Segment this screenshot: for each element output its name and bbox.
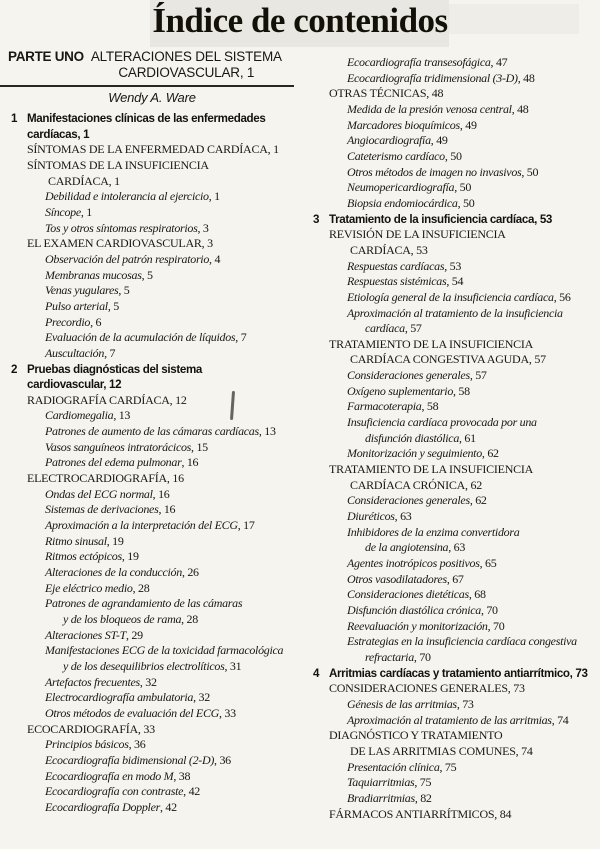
toc-entry [10,205,302,221]
toc-entry-text: Ritmos ectópicos, 19 [45,549,139,564]
toc-entry-text: Evaluación de la acumulación de líquidos, 7 [45,330,247,345]
page-number: , 74 [551,712,569,727]
toc-entry-text: Etiología general de la insuficiencia cardíaca, 56 [347,289,571,304]
toc-entry [10,690,302,706]
toc-column-left [10,111,302,816]
toc-entry-text: TRATAMIENTO DE LA INSUFICIENCIA [329,462,534,477]
toc-entry [312,118,600,134]
toc-entry [312,478,600,494]
toc-entry-text: Precordio, 6 [45,314,102,329]
toc-entry-text: Aproximación al tratamiento de las arritmias, 74 [347,712,569,727]
page-number: , 42 [159,799,177,814]
toc-entry-text: DE LAS ARRITMIAS COMUNES, 74 [350,743,533,758]
toc-entry [10,596,302,612]
toc-entry-text: CARDÍACA, 1 [48,173,120,188]
toc-entry [312,274,600,290]
page-number: , 28 [181,612,198,626]
toc-entry-text: Presentación clínica, 75 [347,759,457,774]
toc-entry [312,71,600,87]
toc-entry-text: Otros métodos de evaluación del ECG, 33 [45,705,236,720]
toc-entry-text: Tos y otros síntomas respiratorios, 3 [45,220,209,235]
toc-entry [312,259,600,275]
toc-entry-text: Debilidad e intolerancia al ejercicio, 1 [45,189,220,204]
page-number: , 16 [181,455,199,470]
page-number: , 5 [118,283,130,298]
page-number: , 16 [158,502,176,517]
page-number: , 7 [104,345,116,360]
page-number: , 19 [121,549,139,564]
toc-entry-text: Eje eléctrico medio, 28 [45,580,150,595]
page-number: , 36 [128,737,146,752]
toc-entry-text: Tratamiento de la insuficiencia cardíaca, 53 [329,212,553,226]
page-number: , 68 [468,587,486,602]
page-number: , 82 [414,790,432,805]
toc-entry-text: Ondas del ECG normal, 16 [45,486,170,501]
page-number: , 48 [517,70,535,85]
toc-entry-text: Sistemas de derivaciones, 16 [45,502,176,517]
page-title: Índice de contenidos [152,1,448,40]
toc-entry-text: Arritmias cardíacas y tratamiento antiarrítmico, 73 [329,666,588,680]
toc-entry-text: Neumopericardiografía, 50 [347,180,472,195]
page-number: , 50 [521,164,539,179]
toc-entry [10,393,302,409]
toc-entry [10,565,302,581]
toc-entry-text: Ecocardiografía transesofágica, 47 [347,55,508,69]
toc-entry-text: Biopsia endomiocárdica, 50 [347,195,475,210]
toc-chapter-entry [10,362,302,378]
toc-entry-text: RADIOGRAFÍA CARDÍACA, 12 [27,392,187,407]
toc-entry [10,127,302,143]
toc-entry-text: Disfunción diastólica crónica, 70 [347,602,498,617]
toc-entry [10,534,302,550]
toc-chapter-entry [312,666,600,682]
toc-entry-text: Observación del patrón respiratorio, 4 [45,251,221,266]
toc-entry-text: Venas yugulares, 5 [45,283,130,298]
toc-entry [10,236,302,252]
toc-entry [10,722,302,738]
page-number: , 33 [219,705,236,720]
page-number: , 63 [394,509,412,524]
toc-entry [10,628,302,644]
toc-entry [10,142,302,158]
toc-entry-text: Manifestaciones clínicas de las enfermedades [27,112,266,125]
toc-entry-text: Estrategias en la insuficiencia cardíaca congestiva [347,634,577,649]
page-number: , 57 [469,368,487,383]
toc-entry-text: Patrones de aumento de las cámaras cardíacas, 13 [45,424,276,439]
toc-entry-text: DIAGNÓSTICO Y TRATAMIENTO [329,728,503,743]
toc-entry [312,133,600,149]
toc-entry [10,675,302,691]
chapter-number: 2 [11,362,18,376]
page-number: , 49 [430,133,448,148]
toc-entry [10,440,302,456]
toc-entry-text: Agentes inotrópicos positivos, 65 [347,556,497,570]
toc-entry [312,697,600,713]
toc-entry [312,431,600,447]
toc-entry-text: Patrones de agrandamiento de las cámaras [45,596,243,611]
page-number: , 58 [421,399,439,414]
toc-entry-text: Ritmo sinusal, 19 [45,533,124,548]
toc-entry [10,471,302,487]
toc-entry [10,330,302,346]
toc-entry-text: Patrones del edema pulmonar, 16 [45,455,199,470]
page-number: , 73 [456,696,474,711]
toc-entry [10,784,302,800]
page-number: , 13 [113,408,131,423]
toc-entry [312,321,600,337]
toc-entry [312,603,600,619]
page-number: , 70 [487,618,505,633]
toc-entry-text: Ecocardiografía bidimensional (2-D), 36 [45,752,231,767]
page-number: , 5 [107,298,119,313]
toc-entry [10,581,302,597]
toc-entry-text: Marcadores bioquímicos, 49 [347,117,477,132]
toc-entry-text: Aproximación a la interpretación del ECG, 17 [45,518,255,533]
toc-entry [312,368,600,384]
toc-entry-text: Insuficiencia cardíaca provocada por una [347,415,537,430]
toc-entry [10,612,302,628]
toc-entry-text: de la angiotensina, 63 [365,540,466,555]
page-number: , 58 [453,383,470,398]
toc-entry-text: Inhibidores de la enzima convertidora [347,524,520,539]
toc-entry-text: Respuestas cardíacas, 53 [347,258,462,273]
toc-entry [10,487,302,503]
toc-entry-text: Otros métodos de imagen no invasivos, 50 [347,164,539,179]
toc-entry [10,502,302,518]
toc-entry-text: Otros vasodilatadores, 67 [347,571,464,586]
page-number: , 36 [214,752,231,767]
toc-entry-text: Vasos sanguíneos intratorácicos, 15 [45,439,208,454]
toc-entry [10,424,302,440]
page-number: , 63 [448,540,466,555]
page-number: , 53 [444,258,462,273]
toc-entry [312,634,600,650]
page-number: , 7 [235,330,247,345]
toc-entry [312,399,600,415]
toc-entry-text: cardíacas, 1 [27,127,90,141]
toc-entry-text: cardiovascular, 12 [27,378,122,392]
page-number: , 70 [480,602,498,617]
toc-entry-text: Auscultación, 7 [45,345,116,360]
toc-entry-text: Manifestaciones ECG de la toxicidad farmacológica [45,643,284,658]
page-number: , 50 [454,180,472,195]
toc-entry [312,713,600,729]
toc-entry [312,290,600,306]
toc-entry-text: refractaria, 70 [365,649,431,664]
toc-entry-text: Artefactos frecuentes, 32 [45,674,157,689]
toc-entry-text: Consideraciones generales, 57 [347,368,487,383]
chapter-number: 1 [11,112,18,125]
toc-entry [312,462,600,478]
page-number: , 48 [511,101,529,116]
toc-entry [312,791,600,807]
toc-chapter-entry [10,111,302,127]
toc-entry [312,196,600,212]
toc-entry [10,221,302,237]
toc-entry [312,227,600,243]
part-label: PARTE UNO [8,49,84,64]
toc-entry-text: CARDÍACA CONGESTIVA AGUDA, 57 [350,352,546,367]
page-number: , 32 [193,690,210,705]
toc-entry [10,643,302,659]
page-number: , 67 [446,571,464,586]
page-number: , 62 [469,493,487,508]
toc-entry [312,760,600,776]
page-number: , 61 [459,430,476,445]
toc-entry-text: cardíaca, 57 [365,321,422,336]
toc-entry [10,377,302,393]
toc-entry-text: Cateterismo cardíaco, 50 [347,148,462,163]
toc-entry-text: Angiocardiografía, 49 [347,133,448,148]
toc-entry-text: EL EXAMEN CARDIOVASCULAR, 3 [27,236,213,251]
page-number: , 62 [481,446,499,461]
toc-entry-text: CONSIDERACIONES GENERALES, 73 [329,681,525,696]
toc-entry [312,243,600,259]
page-number: , 26 [181,565,199,580]
toc-entry-text: Alteraciones ST-T, 29 [45,627,143,642]
toc-entry-text: Principios básicos, 36 [45,737,146,752]
page-number: , 42 [183,784,200,799]
toc-entry-text: Reevaluación y monitorización, 70 [347,618,505,633]
toc-entry [312,509,600,525]
toc-entry [312,337,600,353]
toc-entry [312,384,600,400]
toc-chapter-entry [312,212,600,228]
toc-entry-text: Ecocardiografía en modo M, 38 [45,768,191,783]
toc-entry [312,540,600,556]
toc-entry [312,728,600,744]
author-name: Wendy A. Ware [108,90,196,105]
toc-entry-text: Monitorización y seguimiento, 62 [347,446,499,461]
page-number: , 56 [553,289,571,304]
toc-entry [10,252,302,268]
toc-entry-text: Síncope, 1 [45,204,92,219]
page-number: , 54 [446,274,464,289]
toc-entry [312,744,600,760]
page-number: , 75 [439,759,457,774]
toc-entry-text: Consideraciones dietéticas, 68 [347,587,486,602]
toc-entry-text: Respuestas sistémicas, 54 [347,274,464,289]
page-number: , 50 [444,148,462,163]
toc-entry [312,807,600,823]
toc-entry-text: Medida de la presión venosa central, 48 [347,101,529,116]
toc-entry [312,556,600,572]
page-number: , 31 [224,658,242,673]
toc-entry [312,587,600,603]
toc-entry [10,346,302,362]
toc-entry [312,493,600,509]
toc-entry-text: Alteraciones de la conducción, 26 [45,565,199,580]
page-number: , 50 [457,195,475,210]
page-number: , 28 [132,580,150,595]
toc-entry-text: SÍNTOMAS DE LA INSUFICIENCIA [27,157,209,172]
toc-entry-text: Aproximación al tratamiento de la insuficiencia [347,305,563,320]
page-number: , 70 [413,649,431,664]
toc-entry-text: Consideraciones generales, 62 [347,493,487,508]
page-number: , 15 [191,439,208,454]
part-divider-rule [0,85,294,87]
toc-entry [10,753,302,769]
page-number: , 47 [490,55,508,69]
page-number: , 75 [414,775,432,790]
toc-column-right [312,55,600,822]
toc-entry [312,149,600,165]
toc-entry [10,769,302,785]
chapter-number: 4 [313,666,320,680]
toc-entry-text: TRATAMIENTO DE LA INSUFICIENCIA [329,336,534,351]
toc-entry-text: Cardiomegalia, 13 [45,408,131,423]
toc-entry [312,165,600,181]
toc-entry-text: REVISIÓN DE LA INSUFICIENCIA [329,227,506,242]
toc-entry [10,800,302,816]
page-number: , 17 [237,518,255,533]
toc-entry-text: Farmacoterapia, 58 [347,399,439,414]
toc-entry-text: Ecocardiografía tridimensional (3-D), 48 [347,70,535,85]
toc-entry-text: ECOCARDIOGRAFÍA, 33 [27,721,155,736]
toc-entry-text: y de los desequilibrios electrolíticos, 31 [63,658,242,673]
page-number: , 1 [208,189,220,204]
toc-entry-text: Taquiarritmias, 75 [347,775,432,790]
toc-entry-text: CARDÍACA CRÓNICA, 62 [350,477,483,492]
toc-entry [10,315,302,331]
toc-entry-text: disfunción diastólica, 61 [365,430,476,445]
page-number: , 65 [479,556,497,570]
toc-entry-text: Oxígeno suplementario, 58 [347,383,470,398]
page-number: , 3 [197,220,209,235]
toc-entry-text: Ecocardiografía Doppler, 42 [45,799,177,814]
part-title-line2: CARDIOVASCULAR, 1 [118,65,255,80]
toc-entry-text: Pruebas diagnósticas del sistema [27,362,203,376]
toc-entry [312,525,600,541]
toc-entry [312,86,600,102]
toc-entry-text: SÍNTOMAS DE LA ENFERMEDAD CARDÍACA, 1 [27,142,279,157]
toc-entry-text: OTRAS TÉCNICAS, 48 [329,86,444,101]
toc-entry [10,189,302,205]
toc-entry [10,659,302,675]
toc-entry [312,306,600,322]
page-number: , 1 [80,204,92,219]
part-heading [8,49,296,81]
toc-entry-text: y de los bloqueos de rama, 28 [63,612,198,626]
page-number: , 13 [258,424,276,439]
toc-entry [312,619,600,635]
toc-entry [312,572,600,588]
toc-entry [10,737,302,753]
toc-entry-text: Electrocardiografía ambulatoria, 32 [45,690,210,705]
toc-entry-text: ELECTROCARDIOGRAFÍA, 16 [27,471,184,486]
toc-entry-text: Pulso arterial, 5 [45,298,119,313]
part-title-line1: ALTERACIONES DEL SISTEMA [90,49,282,64]
page-number: , 32 [139,674,157,689]
toc-entry [10,706,302,722]
page-number: , 5 [141,267,153,282]
toc-entry [312,352,600,368]
toc-entry [10,408,302,424]
toc-entry-text: Diuréticos, 63 [347,509,412,524]
page-number: , 16 [152,486,170,501]
toc-entry [10,268,302,284]
toc-entry-text: Génesis de las arritmias, 73 [347,696,474,711]
toc-entry [10,518,302,534]
toc-entry [10,549,302,565]
toc-entry [312,180,600,196]
page-number: , 38 [173,768,191,783]
page-number: , 57 [404,321,422,336]
toc-entry [312,55,600,71]
toc-entry [312,650,600,666]
page-number: , 19 [106,533,124,548]
toc-entry [312,415,600,431]
page-number: , 6 [90,314,102,329]
toc-entry [10,455,302,471]
page-number: , 29 [126,627,143,642]
toc-entry [10,158,302,174]
toc-entry [312,446,600,462]
chapter-number: 3 [313,212,320,226]
toc-entry [312,775,600,791]
toc-entry-text: Bradiarritmias, 82 [347,790,432,805]
toc-entry-text: CARDÍACA, 53 [350,242,428,257]
toc-entry [312,102,600,118]
toc-entry [312,681,600,697]
part-title [91,49,282,81]
toc-entry-text: FÁRMACOS ANTIARRÍTMICOS, 84 [329,806,512,821]
toc-entry [10,283,302,299]
toc-entry [10,299,302,315]
page-number: , 49 [459,117,477,132]
toc-entry-text: Membranas mucosas, 5 [45,267,153,282]
toc-entry [10,174,302,190]
page-number: , 4 [209,251,221,266]
toc-entry-text: Ecocardiografía con contraste, 42 [45,784,200,799]
